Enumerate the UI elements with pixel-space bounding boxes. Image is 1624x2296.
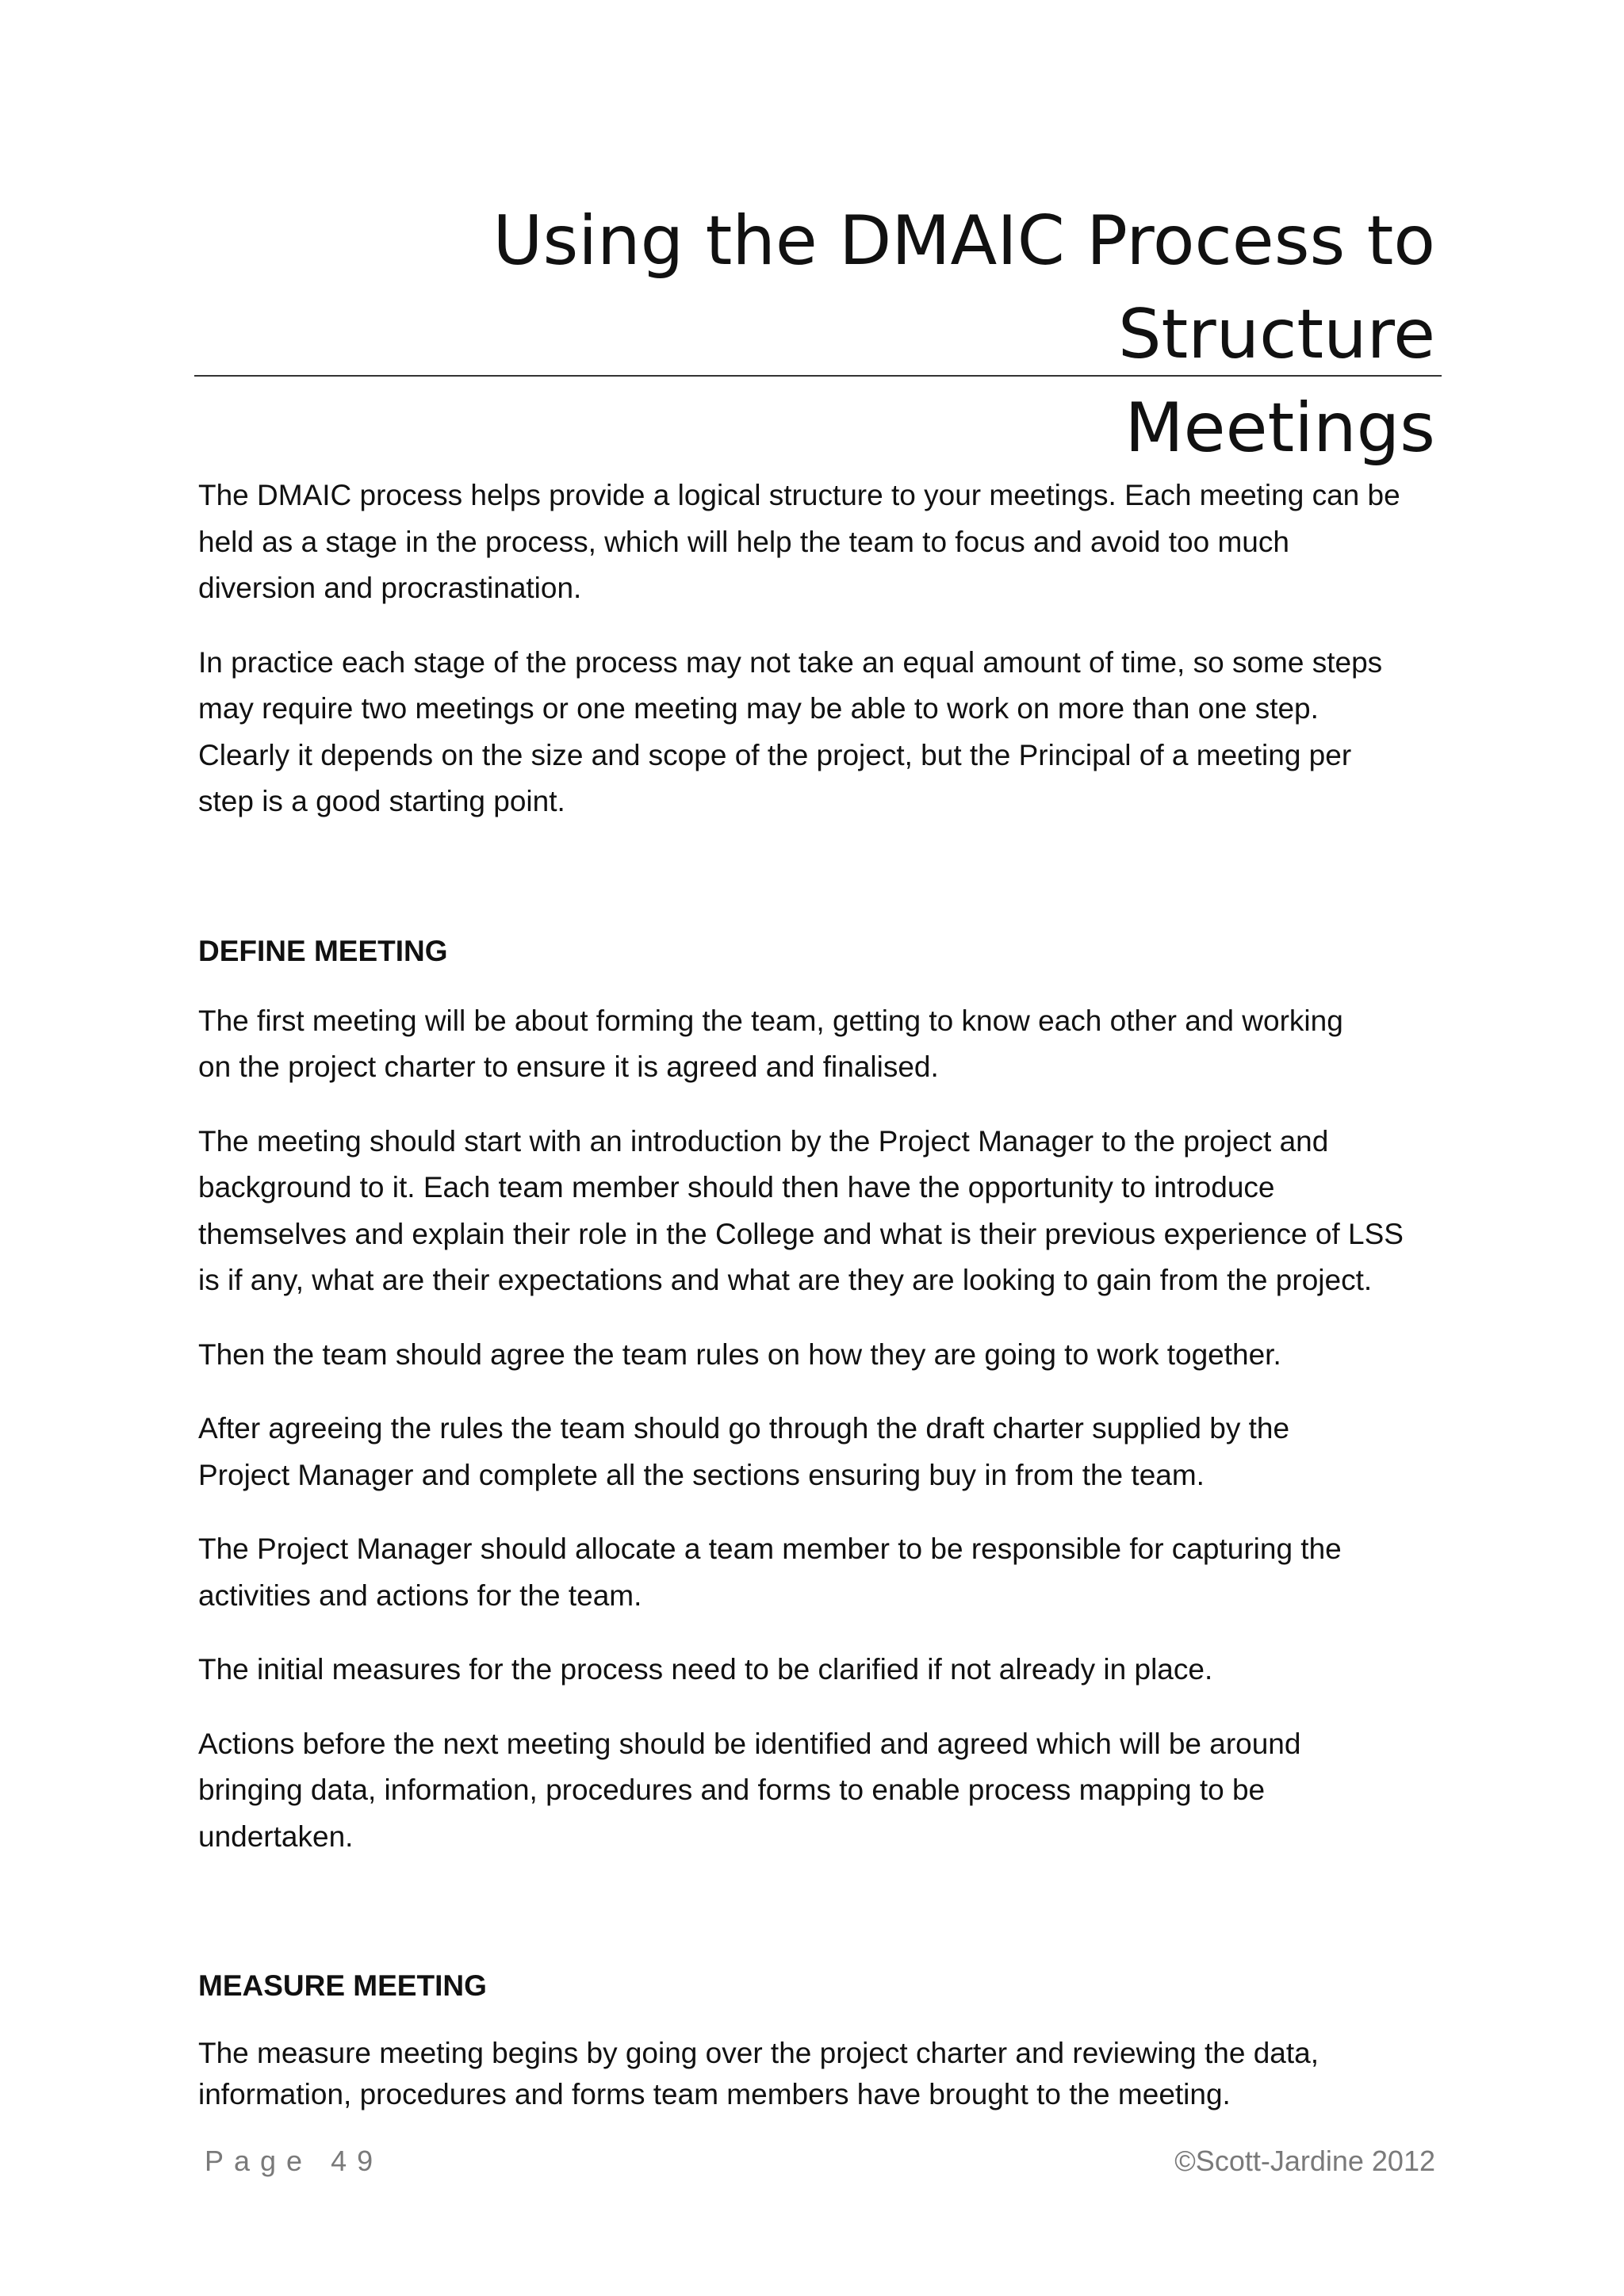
intro-paragraph-1: The DMAIC process helps provide a logical structure to your meetings. Each meeting can be held as a stage in the process, which will help the team to focus and avoid too much diversion and procrastination. [198, 479, 1400, 604]
page-title [194, 194, 1435, 475]
title-divider [194, 375, 1442, 377]
define-paragraph-7: Actions before the next meeting should be identified and agreed which will be around bringing data, information, procedures and forms to enable process mapping to be undertaken. [198, 1727, 1301, 1853]
section-spacer [198, 853, 1443, 928]
copyright-notice: ©Scott-Jardine 2012 [1174, 2145, 1435, 2177]
intro-paragraph-2: In practice each stage of the process may not take an equal amount of time, so some steps may require two meetings or one meeting may be able to work on more than one step. Clearly it depends on the size and scope of the project, but the Principal of a meeting per step is a good starting point. [198, 645, 1383, 817]
page-number: Page 49 [205, 2145, 384, 2177]
define-meeting-heading: DEFINE MEETING [198, 934, 448, 967]
define-paragraph-6: The initial measures for the process need to be clarified if not already in place. [198, 1653, 1213, 1686]
define-paragraph-2: The meeting should start with an introduction by the Project Manager to the project and background to it. Each team member should then have the opportunity to introduce themselves and explain their role in the College and what is their previous experience of LSS is if any, what are their expectations and what are they are looking to gain from the project. [198, 1124, 1404, 1296]
measure-paragraph-1: The measure meeting begins by going over the project charter and reviewing the data, information, procedures and forms team members have brought to the meeting. [198, 2037, 1319, 2110]
define-paragraph-5: The Project Manager should allocate a team member to be responsible for capturing the activities and actions for the team. [198, 1533, 1342, 1612]
define-paragraph-4: After agreeing the rules the team should go through the draft charter supplied by the Project Manager and complete all the sections ensuring buy in from the team. [198, 1412, 1290, 1491]
title-line-2: Meetings [1124, 388, 1435, 468]
define-paragraph-3: Then the team should agree the team rules on how they are going to work together. [198, 1337, 1281, 1371]
define-paragraph-1: The first meeting will be about forming the team, getting to know each other and working on the project charter to ensure it is agreed and finalised. [198, 1004, 1343, 1083]
section-spacer [198, 1888, 1443, 1963]
title-line-1: Using the DMAIC Process to Structure [492, 201, 1435, 374]
measure-meeting-heading: MEASURE MEETING [198, 1969, 487, 2002]
document-body [198, 473, 1443, 2143]
